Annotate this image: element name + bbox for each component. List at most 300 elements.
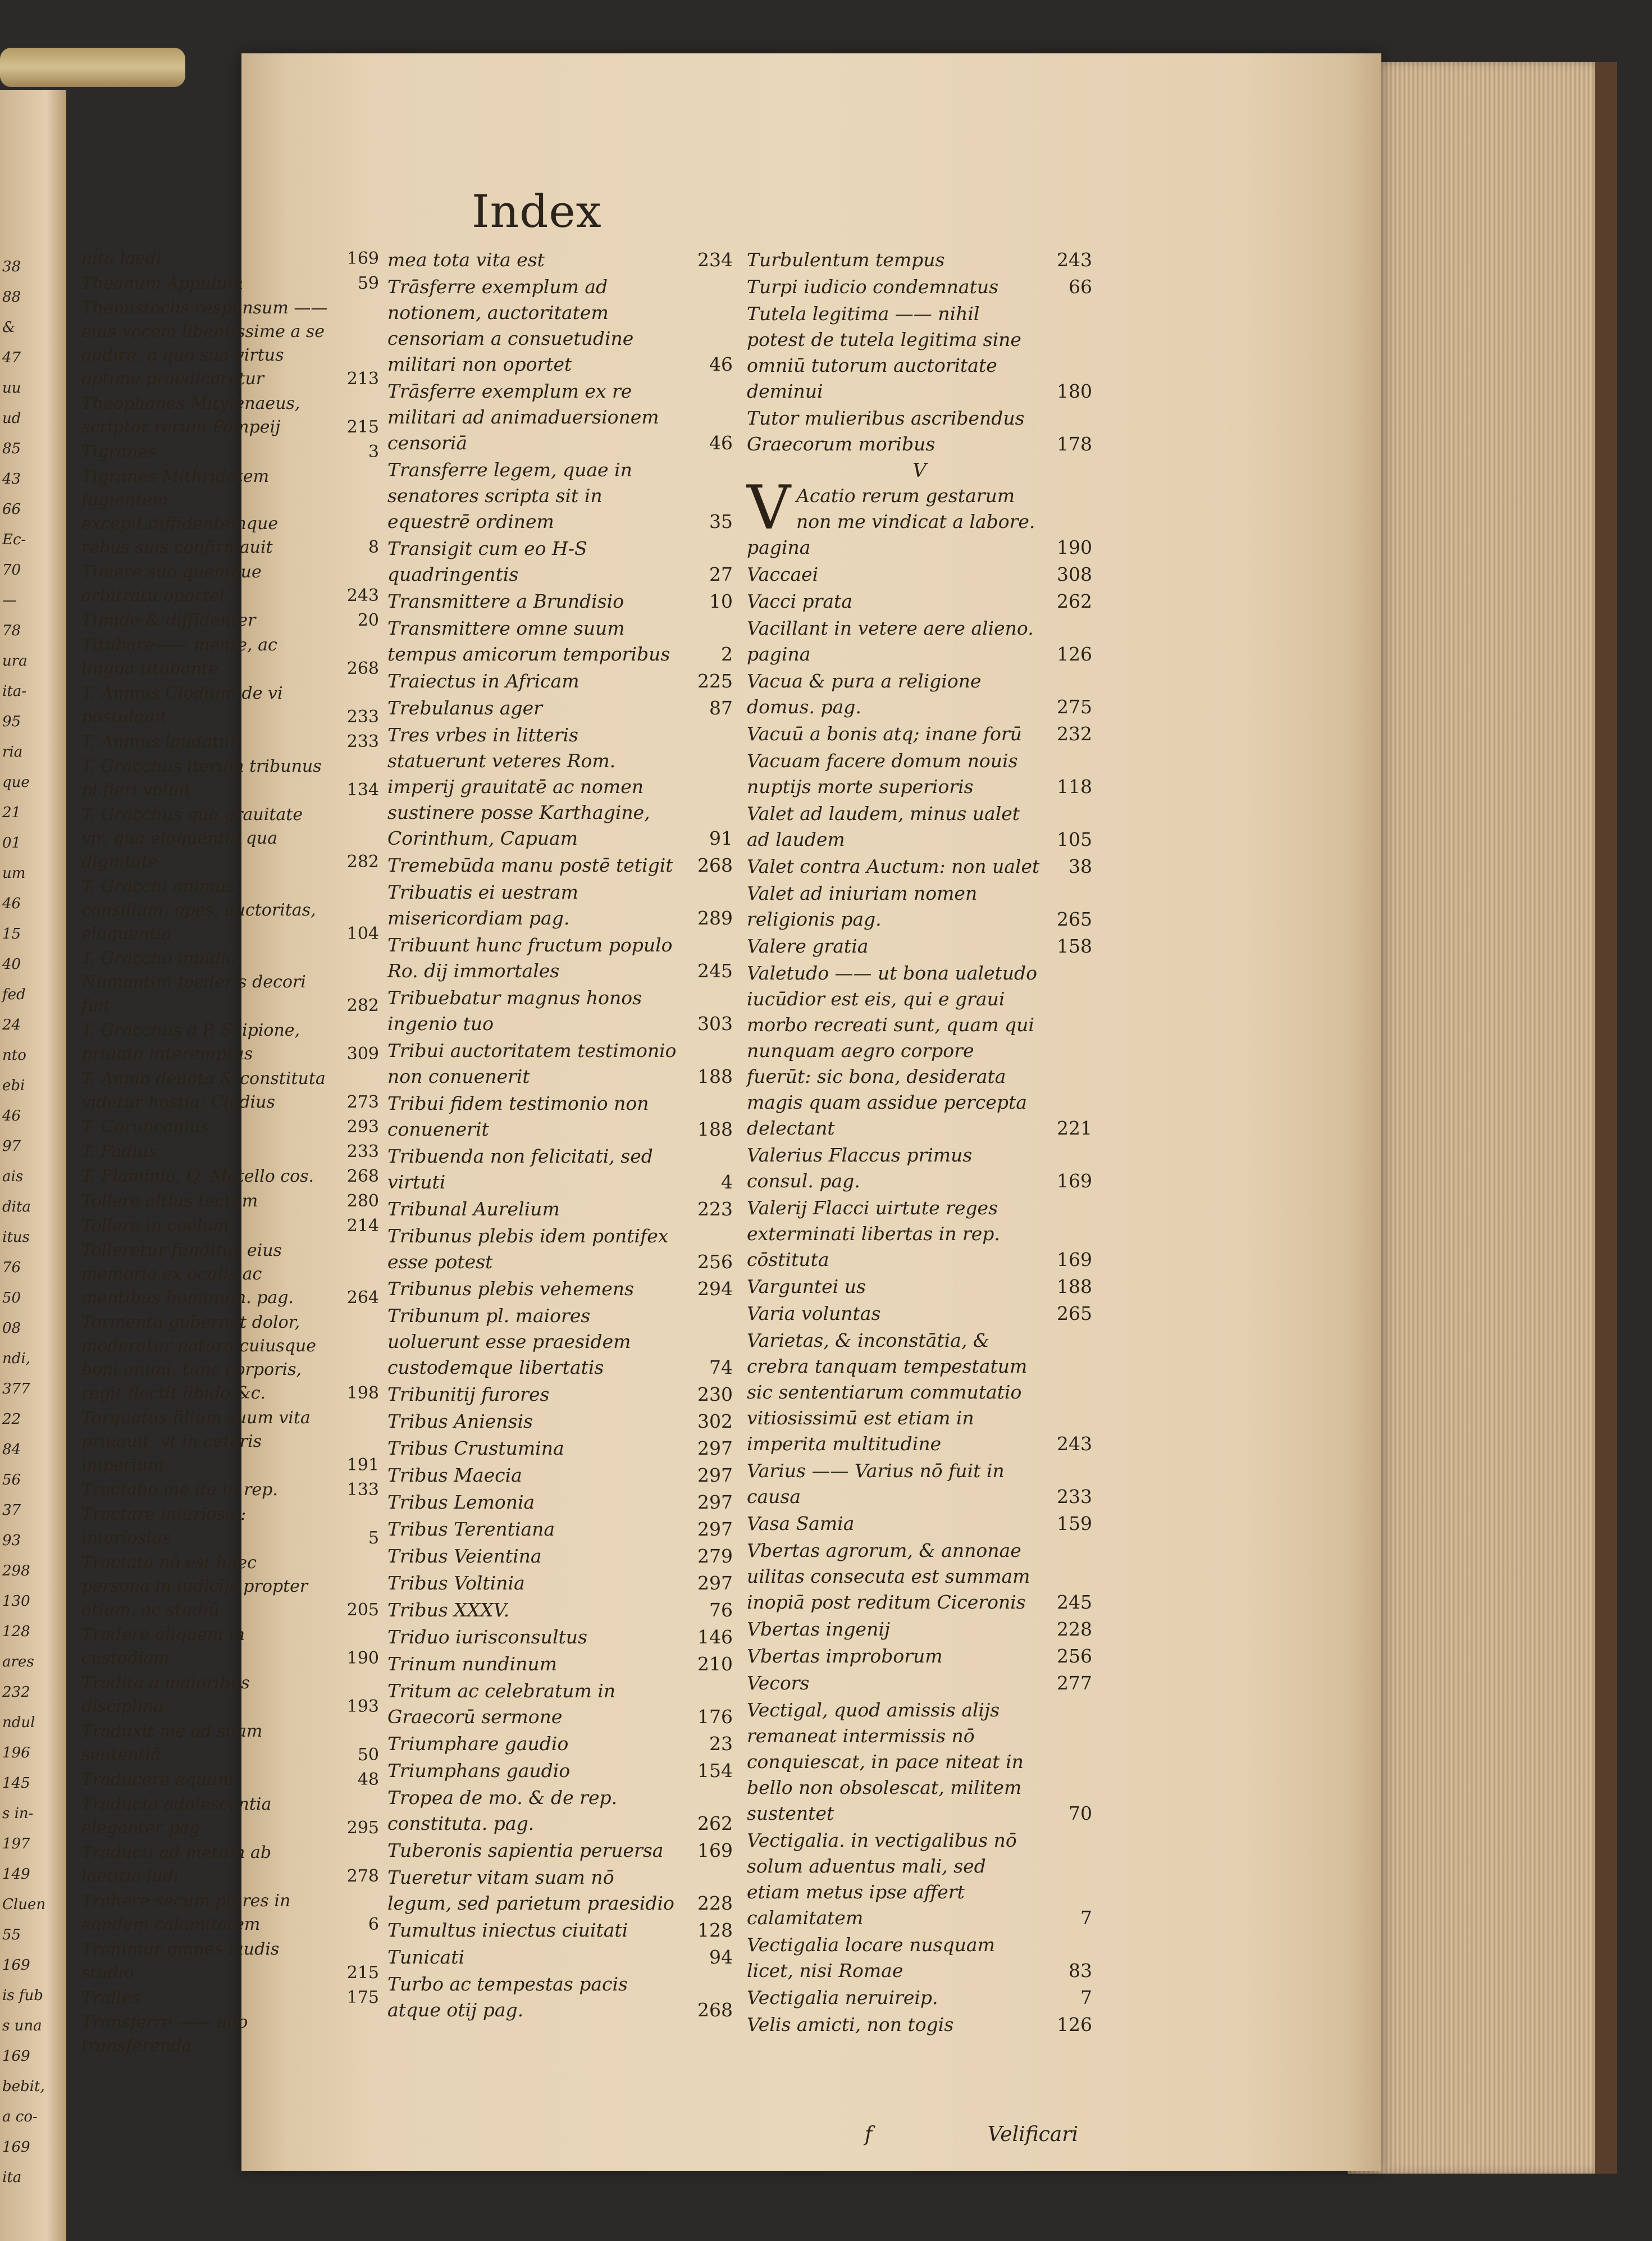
left-page-fragment: 66	[2, 501, 21, 518]
entry-page: 233	[346, 707, 379, 727]
left-page-fragment: ud	[2, 410, 21, 427]
entry-text: Tutor mulieribus ascribendus Graecorum moribus	[747, 407, 1025, 455]
entry-page: 297	[697, 1437, 733, 1459]
entry-page: 273	[346, 1092, 379, 1112]
index-entry	[81, 1841, 379, 1888]
entry-page: 264	[346, 1288, 379, 1308]
entry-page: 48	[357, 1770, 379, 1789]
left-page-fragment: 130	[2, 1593, 30, 1610]
left-page-fragment: 93	[2, 1532, 21, 1549]
index-entry	[387, 1731, 733, 1757]
entry-text: Trāsferre exemplum ex re militari ad animaduersionem censoriā	[387, 380, 659, 454]
left-page-fragment: a co-	[2, 2108, 38, 2125]
index-entry	[387, 1758, 733, 1784]
index-entry	[747, 301, 1092, 404]
index-entry	[387, 880, 733, 931]
index-entry	[81, 1214, 379, 1238]
entry-text: Vectigalia locare nusquam licet, nisi Romae	[747, 1934, 995, 1982]
entry-text: Tribui auctoritatem testimonio non conuenerit	[387, 1040, 677, 1087]
entry-text: Trahimur omnes laudis studio	[81, 1939, 280, 1983]
entry-text: Vacci prata	[747, 590, 852, 612]
index-entry	[81, 947, 379, 1018]
index-entry	[387, 1382, 733, 1408]
entry-page: 176	[697, 1706, 733, 1728]
entry-page: 308	[1057, 563, 1092, 585]
index-entry	[387, 1463, 733, 1488]
index-entry	[387, 985, 733, 1037]
entry-text: Acatio rerum gestarum non me vindicat a labore. pagina	[747, 485, 1035, 558]
entry-page: 309	[346, 1044, 379, 1064]
entry-page: 268	[346, 659, 379, 678]
index-entry	[387, 379, 733, 456]
index-entry	[747, 748, 1092, 800]
left-page-fragment: 76	[2, 1259, 21, 1276]
entry-text: Tropea de mo. & de rep. constituta. pag.	[387, 1787, 618, 1834]
entry-page: 245	[1057, 1591, 1092, 1613]
index-entry	[81, 1551, 379, 1622]
index-entry	[387, 1038, 733, 1090]
entry-text: Tolleretur funditus eius memoria ex oculis ac mentibus hominum. pag.	[81, 1241, 294, 1308]
entry-text: T. Annius Clodium de vi postulauit	[81, 684, 283, 727]
entry-page: 265	[1057, 1302, 1092, 1324]
entry-page: 169	[697, 1839, 733, 1861]
entry-text: Triduo iurisconsultus	[387, 1626, 587, 1648]
left-page-fragment: uu	[2, 380, 21, 397]
index-entry	[747, 1697, 1092, 1826]
left-page-fragment: 84	[2, 1441, 21, 1458]
index-entry	[387, 1223, 733, 1275]
entry-page: 74	[709, 1356, 733, 1378]
entry-page: 126	[1057, 2014, 1092, 2035]
entry-text: Valetudo —— ut bona ualetudo iucūdior est eis, qui e graui morbo recreati sunt, quam qui nunquam aegro corpore fuerūt: sic bona, desiderata magis quam assidue percepta delectant	[747, 962, 1037, 1139]
left-page-fragment: 37	[2, 1502, 21, 1519]
index-entry	[81, 1019, 379, 1066]
index-entry	[387, 1624, 733, 1650]
left-page-edge	[0, 90, 66, 2241]
index-entry	[747, 854, 1092, 880]
index-entry	[747, 406, 1092, 457]
entry-text: Vacuam facere domum nouis nuptijs morte superioris	[747, 750, 1018, 798]
index-entry	[81, 1720, 379, 1767]
index-entry	[81, 2011, 379, 2058]
index-entry	[387, 1543, 733, 1569]
entry-text: Trahere secum plures in eandem calamitatem	[81, 1891, 291, 1934]
entry-page: 66	[1069, 276, 1092, 298]
left-page-fragment: 47	[2, 349, 21, 366]
index-entry	[387, 1838, 733, 1864]
entry-page: 5	[368, 1528, 379, 1548]
entry-text: T. Fadius	[81, 1142, 157, 1162]
index-entry	[81, 247, 379, 271]
entry-text: Tigranes Mithridatem fugientem excepit.diffidentemque rebus suis confirmauit	[81, 467, 279, 557]
entry-page: 178	[1057, 433, 1092, 455]
entry-text: Valet ad iniuriam nomen religionis pag.	[747, 882, 978, 930]
entry-page: 243	[1057, 1433, 1092, 1455]
left-page-fragment: 46	[2, 895, 21, 912]
index-column-3	[747, 247, 1092, 2039]
entry-text: Tribus Terentiana	[387, 1518, 555, 1540]
entry-page: 297	[697, 1464, 733, 1486]
entry-text: Varia voluntas	[747, 1302, 881, 1324]
entry-page: 83	[1069, 1960, 1092, 1982]
entry-page: 38	[1069, 855, 1092, 877]
left-page-fragment: fed	[2, 986, 26, 1003]
entry-page: 169	[1057, 1170, 1092, 1192]
left-page-fragment: 232	[2, 1684, 30, 1701]
entry-text: T. Gracchus a P. Scipione, priuato interemptus	[81, 1021, 300, 1064]
index-entry	[81, 297, 379, 391]
entry-page: 146	[697, 1626, 733, 1648]
entry-text: Vbertas agrorum, & annonae uilitas consecuta est summam inopiā post reditum Ciceronis	[747, 1539, 1030, 1613]
entry-text: Triumphans gaudio	[387, 1760, 571, 1782]
entry-text: Tribus Veientina	[387, 1545, 542, 1567]
entry-text: Tribunus plebis idem pontifex esse potest	[387, 1225, 669, 1273]
index-entry	[387, 247, 733, 273]
entry-text: Tuberonis sapientia peruersa	[387, 1839, 664, 1861]
entry-text: Vasa Samia	[747, 1513, 855, 1534]
index-entry	[81, 1623, 379, 1670]
entry-text: Tribuunt hunc fructum populo Ro. dij immortales	[387, 934, 673, 982]
entry-text: Traducti ad metum ab laetitia ludi	[81, 1843, 272, 1886]
entry-page: 180	[1057, 380, 1092, 402]
entry-text: Tralles	[81, 1988, 140, 2007]
entry-page: 245	[697, 960, 733, 982]
entry-text: T. Gracchus iterum tribunus pl.fieri voluit	[81, 757, 322, 800]
entry-text: Tribus Voltinia	[387, 1572, 525, 1594]
entry-page: 191	[346, 1455, 379, 1475]
left-page-fragment: ita-	[2, 683, 27, 700]
entry-page: 268	[346, 1167, 379, 1186]
index-entry	[747, 1142, 1092, 1194]
entry-page: 7	[1080, 1907, 1092, 1929]
entry-page: 234	[697, 249, 733, 271]
entry-text: Tractata nō est haec persona in iudicijs propter otium, ac studiū	[81, 1553, 308, 1620]
entry-page: 133	[346, 1480, 379, 1500]
entry-page: 70	[1069, 1802, 1092, 1824]
entry-text: Tres vrbes in litteris statuerunt veteres Rom. imperij grauitatē ac nomen sustinere posse Karthagine, Corinthum, Capuam	[387, 724, 650, 849]
index-column-1	[81, 247, 379, 2059]
left-page-fragment: 78	[2, 622, 21, 639]
entry-text: Trinum nundinum	[387, 1653, 557, 1675]
entry-text: Transmittere a Brundisio	[387, 590, 624, 612]
entry-text: T. Gracchi animus, consilium, opes, auctoritas, eloquentia	[81, 877, 316, 944]
entry-page: 27	[709, 563, 733, 585]
left-page-fragment: nto	[2, 1047, 26, 1064]
entry-text: Vectigalia. in vectigalibus nō solum aduentus mali, sed etiam metus ipse affert calamitatem	[747, 1829, 1017, 1929]
left-page-fragment: 22	[2, 1411, 21, 1428]
entry-page: 87	[709, 697, 733, 719]
entry-page: 169	[1057, 1249, 1092, 1270]
page-title: Index	[472, 185, 602, 238]
entry-page: 59	[357, 274, 379, 293]
index-entry	[747, 1328, 1092, 1457]
signature-mark: f	[865, 2123, 873, 2146]
entry-page: 10	[709, 590, 733, 612]
entry-text: Tractabo me ita in rep.	[81, 1480, 278, 1500]
index-entry	[387, 1971, 733, 2023]
index-entry	[387, 1436, 733, 1461]
index-entry	[81, 1768, 379, 1792]
entry-text: Valerij Flacci uirtute reges exterminati libertas in rep. cōstituta	[747, 1197, 1000, 1270]
left-page-fragment: —	[2, 592, 17, 609]
index-entry	[387, 589, 733, 614]
entry-page: 294	[697, 1278, 733, 1300]
index-entry	[81, 1190, 379, 1213]
entry-page: 50	[357, 1745, 379, 1765]
left-page-fragment: 95	[2, 713, 21, 730]
entry-page: 7	[1080, 1987, 1092, 2008]
left-page-fragment: 70	[2, 562, 21, 579]
index-entry	[747, 960, 1092, 1141]
entry-page: 233	[1057, 1486, 1092, 1507]
entry-text: Tueretur vitam suam nō legum, sed parietum praesidio	[387, 1866, 674, 1914]
entry-text: Tritum ac celebratum in Graecorū sermone	[387, 1680, 616, 1728]
entry-text: Theanum Appulum	[81, 274, 244, 293]
entry-text: Transigit cum eo H-S quadringentis	[387, 538, 587, 585]
entry-text: Trebulanus ager	[387, 697, 542, 719]
entry-page: 232	[1057, 723, 1092, 745]
index-entry	[81, 1406, 379, 1477]
entry-text: Valet contra Auctum: non ualet	[747, 855, 1040, 877]
entry-text: Tigranes	[81, 442, 157, 462]
index-entry	[387, 1303, 733, 1381]
entry-page: 303	[697, 1013, 733, 1035]
entry-text: Traduxit me ad suam sententiā	[81, 1721, 263, 1765]
index-entry	[387, 1917, 733, 1943]
index-entry	[387, 1490, 733, 1515]
entry-page: 223	[697, 1198, 733, 1220]
index-entry	[747, 562, 1092, 587]
index-entry	[387, 1276, 733, 1302]
entry-page: 225	[697, 670, 733, 692]
entry-page: 175	[346, 1988, 379, 2007]
index-entry	[747, 801, 1092, 853]
entry-page: 91	[709, 827, 733, 849]
entry-page: 3	[368, 442, 379, 462]
entry-page: 230	[697, 1383, 733, 1405]
index-entry	[81, 1889, 379, 1937]
index-entry	[81, 1478, 379, 1502]
entry-page: 215	[346, 417, 379, 437]
index-entry	[387, 1091, 733, 1142]
left-page-fragment: ura	[2, 653, 28, 669]
entry-page: 105	[1057, 828, 1092, 850]
index-entry	[81, 634, 379, 681]
entry-page: 118	[1057, 776, 1092, 798]
index-entry	[747, 1670, 1092, 1696]
left-page-fragment: Cluen	[2, 1896, 46, 1913]
index-entry	[81, 440, 379, 464]
entry-page: 221	[1057, 1117, 1092, 1139]
entry-page: 215	[346, 1963, 379, 1983]
entry-text: T. Annius laudatur	[81, 732, 238, 751]
entry-text: Vaccaei	[747, 563, 819, 585]
index-entry	[747, 247, 1092, 273]
index-entry	[747, 1828, 1092, 1931]
index-entry	[81, 1311, 379, 1405]
binding-band	[0, 48, 185, 87]
entry-text: T. Gracchus qua grauitate vir. qua eloquentia qua dignitate	[81, 805, 303, 872]
entry-text: Trāsferre exemplum ad notionem, auctoritatem censoriam a consuetudine militari non oportet	[387, 276, 634, 375]
left-page-fragment: Ec-	[2, 531, 26, 548]
entry-text: Turbo ac tempestas pacis atque otij pag.	[387, 1973, 628, 2021]
left-page-fragment: 197	[2, 1835, 30, 1852]
entry-page: 282	[346, 996, 379, 1015]
index-entry	[81, 803, 379, 874]
left-page-fragment: 97	[2, 1138, 21, 1155]
entry-text: Vecors	[747, 1672, 810, 1694]
index-entry	[81, 1140, 379, 1164]
entry-page: 126	[1057, 643, 1092, 665]
entry-text: Vacua & pura a religione domus. pag.	[747, 670, 982, 718]
index-entry	[81, 465, 379, 559]
index-entry	[81, 682, 379, 729]
index-entry	[81, 875, 379, 946]
left-page-fragment: s una	[2, 2017, 42, 2034]
index-entry	[747, 881, 1092, 932]
index-entry	[387, 668, 733, 694]
entry-page: 213	[346, 369, 379, 389]
index-entry	[81, 272, 379, 295]
index-entry	[747, 1511, 1092, 1537]
entry-page: 256	[1057, 1645, 1092, 1667]
entry-page: 214	[346, 1216, 379, 1236]
index-entry	[81, 392, 379, 439]
entry-page: 188	[697, 1118, 733, 1140]
left-page-fragment: 21	[2, 804, 21, 821]
entry-text: Tribus Crustumina	[387, 1437, 564, 1459]
left-page-fragment: ndul	[2, 1714, 35, 1731]
left-page-fragment: ria	[2, 744, 23, 760]
index-entry	[387, 1570, 733, 1596]
left-page-fragment: 08	[2, 1320, 21, 1337]
entry-text: Timere suo quemque arbitratu oportet	[81, 562, 262, 605]
left-page-fragment: ita	[2, 2169, 22, 2186]
left-page-fragment: 85	[2, 440, 21, 457]
entry-text: Traducere equum	[81, 1770, 234, 1789]
index-entry	[747, 1932, 1092, 1984]
fore-edge	[1348, 62, 1617, 2174]
left-page-fragment: 149	[2, 1866, 30, 1883]
index-entry	[747, 616, 1092, 667]
entry-page: 188	[697, 1065, 733, 1087]
left-page-fragment: 196	[2, 1744, 30, 1761]
left-page-fragment: 169	[2, 2048, 30, 2065]
entry-text: Tribunus plebis vehemens	[387, 1278, 634, 1300]
entry-text: Varietas, & inconstātia, & crebra tanquam tempestatum sic sententiarum commutatio vitiosissimū est etiam in imperita multitudine	[747, 1329, 1028, 1455]
index-entry	[81, 1938, 379, 1985]
index-entry	[747, 1274, 1092, 1300]
left-page-fragment: dita	[2, 1199, 31, 1215]
left-page-fragment: ebi	[2, 1077, 25, 1094]
entry-page: 293	[346, 1117, 379, 1137]
index-entry	[747, 1538, 1092, 1615]
left-page-fragment: 01	[2, 835, 21, 851]
entry-page: 275	[1057, 696, 1092, 718]
index-entry	[387, 457, 733, 535]
entry-text: Vbertas improborum	[747, 1645, 943, 1667]
left-page-fragment: que	[2, 774, 30, 791]
entry-text: Tunicati	[387, 1946, 465, 1968]
index-entry	[387, 932, 733, 984]
catchword: Velificari	[987, 2123, 1078, 2146]
entry-page: 233	[346, 1142, 379, 1162]
left-page-fragment: um	[2, 865, 26, 882]
entry-text: T. Flaminio, Q. Metello cos.	[81, 1167, 314, 1186]
index-entry	[747, 2012, 1092, 2038]
entry-page: 169	[346, 249, 379, 268]
entry-page: 295	[346, 1818, 379, 1838]
index-entry	[387, 1409, 733, 1434]
entry-text: Vbertas ingenij	[747, 1618, 891, 1640]
index-entry	[81, 1067, 379, 1114]
left-page-fragment: ais	[2, 1168, 24, 1185]
entry-page: 190	[346, 1648, 379, 1668]
entry-page: 277	[1057, 1672, 1092, 1694]
index-entry	[387, 274, 733, 377]
left-page-fragment: s in-	[2, 1805, 34, 1822]
entry-text: Tribunal Aurelium	[387, 1198, 560, 1220]
entry-text: Tutela legitima —— nihil potest de tutela legitima sine omniū tutorum auctoritate deminui	[747, 303, 1021, 402]
left-page-fragment: 377	[2, 1381, 30, 1397]
entry-text: Torquatus filium suum vita priuauit, vt in ceteris imperium	[81, 1408, 311, 1475]
entry-text: Tollere in coelum	[81, 1216, 229, 1236]
entry-text: Transferre legem, quae in senatores scripta sit in equestrē ordinem	[387, 459, 632, 532]
index-entry	[747, 721, 1092, 747]
index-entry	[387, 722, 733, 851]
entry-text: T. Coruncanius	[81, 1117, 209, 1137]
entry-page: 154	[697, 1760, 733, 1782]
entry-text: Tribus Maecia	[387, 1464, 522, 1486]
index-entry	[747, 1195, 1092, 1273]
entry-page: 297	[697, 1491, 733, 1513]
index-entry	[747, 1616, 1092, 1642]
drop-cap: V	[747, 473, 791, 543]
entry-text: Tribus Aniensis	[387, 1410, 533, 1432]
entry-text: Tradere aliquem in custodiam	[81, 1625, 245, 1668]
left-page-fragment: 56	[2, 1472, 21, 1488]
entry-page: 243	[1057, 249, 1092, 271]
index-entry	[747, 473, 1092, 561]
entry-text: nita laedi	[81, 249, 162, 268]
left-page-fragment: 145	[2, 1775, 30, 1792]
entry-text: Tribus Lemonia	[387, 1491, 535, 1513]
entry-text: Tractare iniuriose : iniuriosius	[81, 1505, 247, 1548]
left-page-fragment: 15	[2, 926, 21, 942]
entry-page: 268	[697, 1999, 733, 2021]
entry-text: Titubare—— mente, ac lingua titubante	[81, 635, 277, 678]
entry-page: 104	[346, 924, 379, 944]
entry-page: 297	[697, 1518, 733, 1540]
index-entry	[81, 609, 379, 632]
index-entry	[81, 1503, 379, 1550]
index-entry	[387, 1785, 733, 1837]
index-entry	[747, 933, 1092, 959]
entry-page: 205	[346, 1600, 379, 1620]
index-entry	[81, 755, 379, 802]
left-page-fragment: 50	[2, 1290, 21, 1306]
entry-text: Theophanes Mitylenaeus, scriptor rerum Pompeij	[81, 394, 300, 437]
entry-page: 193	[346, 1697, 379, 1716]
entry-text: Transferre —— alio transferenda	[81, 2012, 248, 2056]
entry-text: Turpi iudicio condemnatus	[747, 276, 999, 298]
entry-page: 278	[346, 1866, 379, 1886]
entry-page: 35	[709, 511, 733, 532]
index-entry	[387, 1196, 733, 1222]
entry-page: 128	[697, 1919, 733, 1941]
index-entry	[747, 1643, 1092, 1669]
index-entry	[747, 1458, 1092, 1510]
